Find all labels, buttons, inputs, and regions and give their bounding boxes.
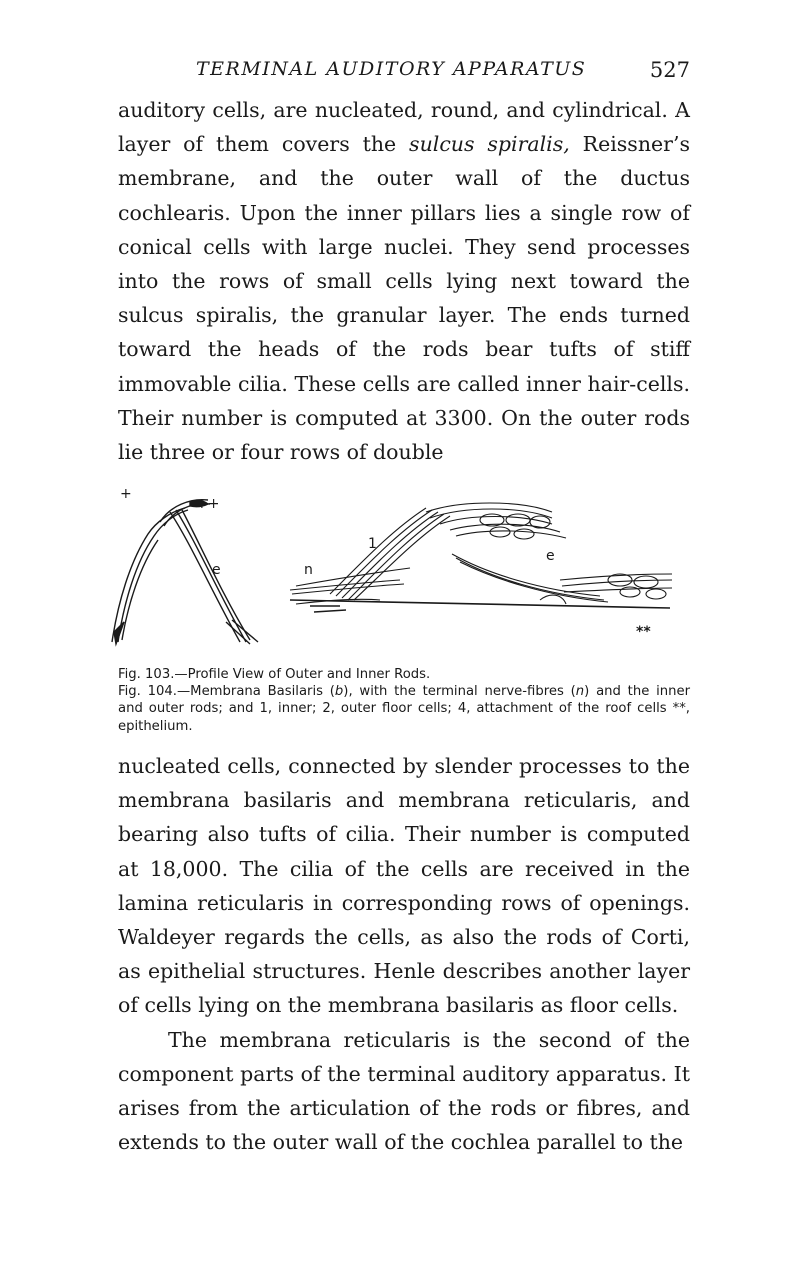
fig103-label-double-cross: ++ bbox=[196, 496, 220, 512]
paragraph-3-text: The membrana reticularis is the second of the component parts of the terminal auditory apparatus. It arises from the articulation of the rods or fibres, and extends to the outer wall of the cochlea parallel to the bbox=[118, 1027, 690, 1155]
figure-captions bbox=[118, 666, 690, 735]
caption-fig-104-n: n bbox=[575, 684, 585, 700]
figures-103-104 bbox=[100, 482, 700, 657]
fig104-label-n: n bbox=[304, 562, 313, 578]
paragraph-3 bbox=[118, 1023, 690, 1160]
figure-103-drawing bbox=[112, 500, 258, 644]
caption-fig-104-prefix: Fig. 104.—Membrana Basilaris ( bbox=[118, 684, 335, 700]
rods-illustration bbox=[100, 482, 700, 657]
sulcus-spiralis-term: sulcus spiralis, bbox=[409, 132, 570, 157]
paragraph-1-part-3: Reissner’s membrane, and the outer wall of the ductus cochlearis. Upon the inner pillars lies a single row of conical cells with large nuclei. They send processes into the rows of small cells lying next toward the sulcus spiralis, the granular layer. The ends turned toward the heads of the rods bear tufts of stiff immovable cilia. These cells are called inner hair-cells. Their number is computed at 3300. On the outer rods lie three or four rows of double bbox=[118, 132, 690, 465]
fig103-label-cross: + bbox=[120, 486, 132, 502]
caption-fig-104-rest: ) and the inner and outer rods; and 1, inner; 2, outer floor cells; 4, attachment of the roof cells **, epithelium. bbox=[118, 684, 691, 734]
fig103-label-e: e bbox=[212, 562, 221, 578]
caption-fig-104-b: b bbox=[334, 684, 344, 700]
caption-fig-104-mid: ), with the terminal nerve-fibres ( bbox=[343, 684, 576, 700]
paragraph-1-text bbox=[118, 93, 690, 469]
paragraph-1 bbox=[118, 93, 690, 469]
fig104-label-stars: ** bbox=[636, 624, 651, 640]
paragraph-2: nucleated cells, connected by slender processes to the membrana basilaris and membrana reticularis, and bearing also tufts of cilia. Their number is computed at 18,000. The cilia of the cells are received in the lamina reticularis in corresponding rows of openings. Waldeyer regards the cells, as also the rods of Corti, as epithelial structures. Henle describes another layer of cells lying on the membrana basilaris as floor cells. bbox=[118, 754, 690, 1018]
caption-fig-103: Fig. 103.—Profile View of Outer and Inner Rods. bbox=[118, 667, 431, 682]
fig104-label-e: e bbox=[546, 548, 555, 564]
paragraph-1-part-2: A layer of them covers the bbox=[118, 98, 690, 157]
running-title: TERMINAL AUDITORY APPARATUS bbox=[196, 58, 587, 80]
caption-fig-104 bbox=[118, 683, 690, 735]
figure-104-drawing bbox=[290, 503, 672, 612]
page-number: 527 bbox=[649, 58, 690, 82]
paragraph-2-3 bbox=[118, 749, 690, 1159]
fig104-label-one: 1 bbox=[368, 536, 377, 552]
running-head bbox=[118, 58, 690, 88]
paragraph-1-line-1: auditory cells, are nucleated, round, and cylindrical. bbox=[118, 98, 668, 122]
